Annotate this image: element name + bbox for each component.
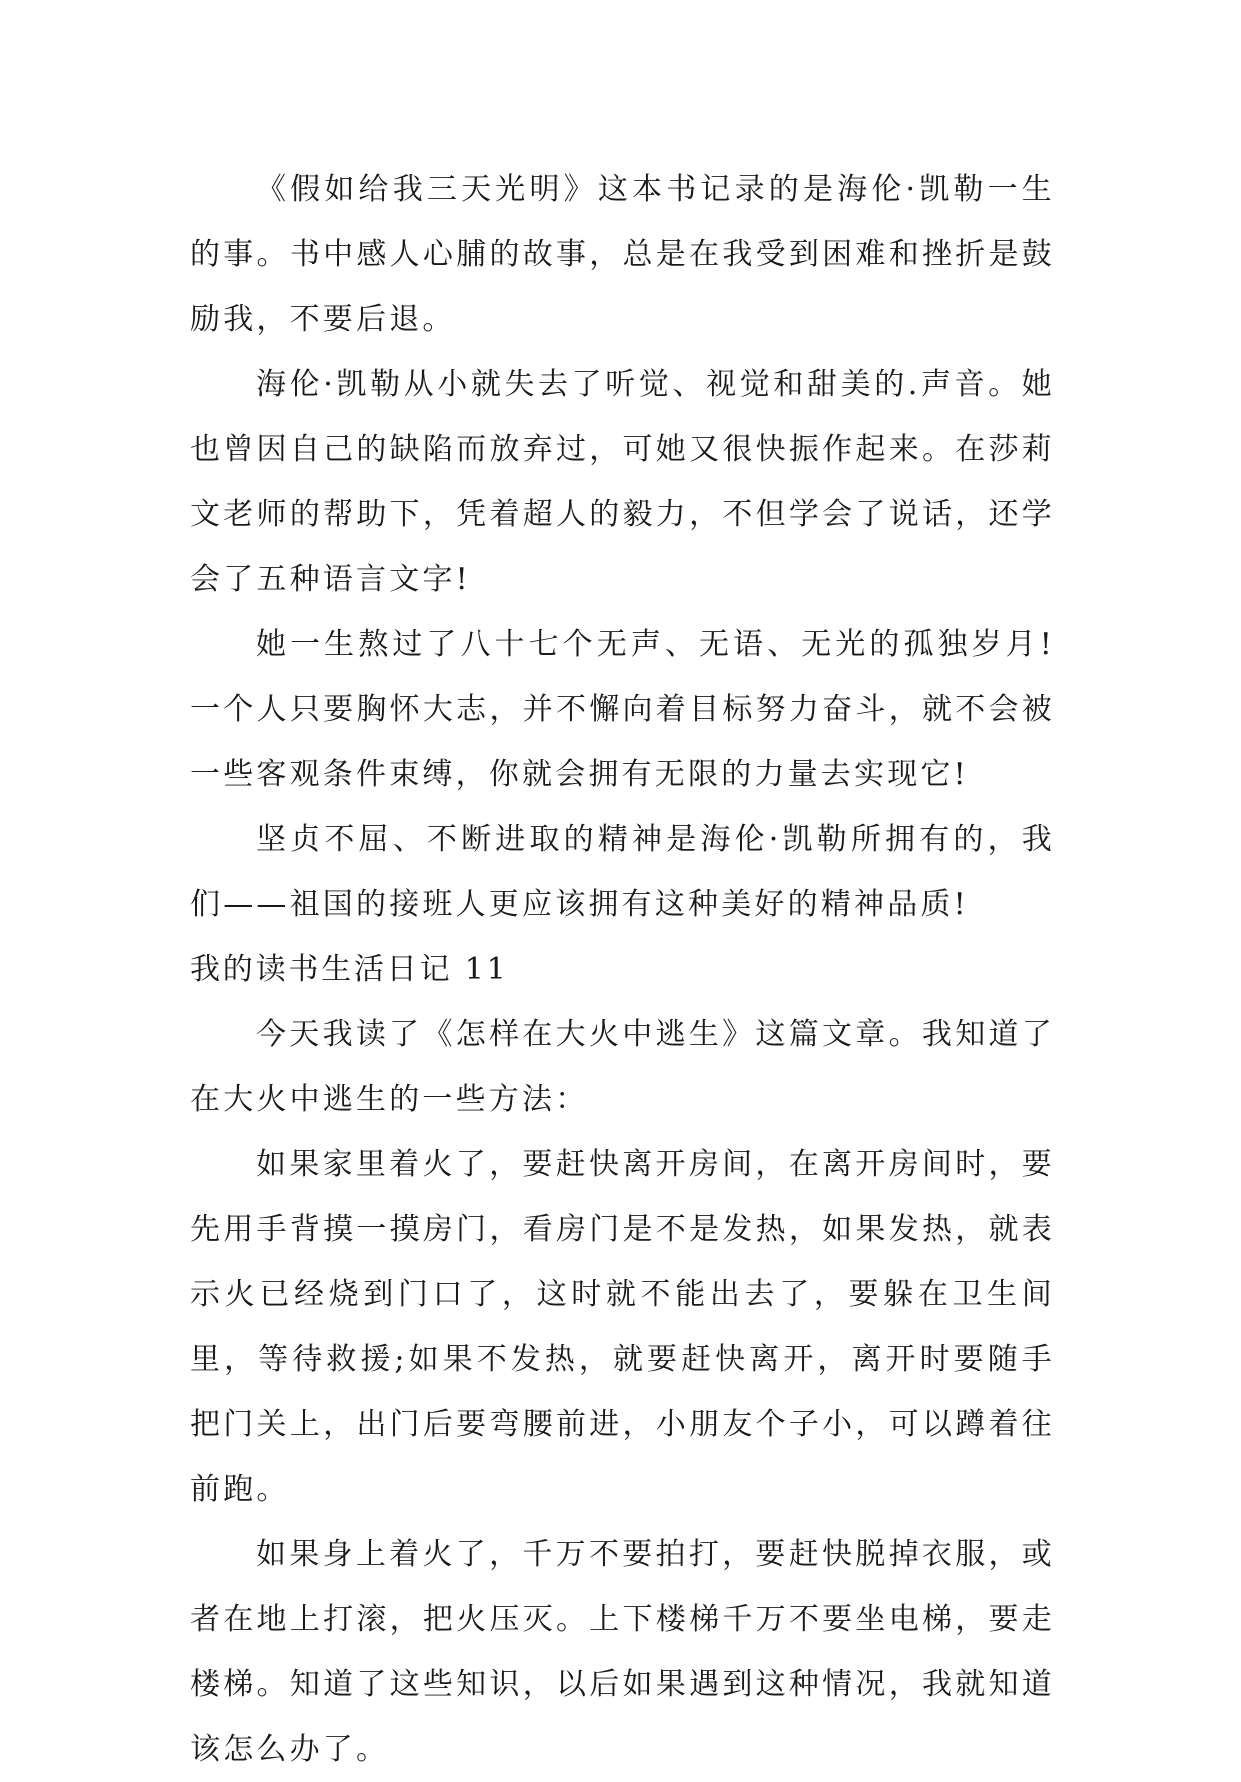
paragraph: 坚贞不屈、不断进取的精神是海伦·凯勒所拥有的，我们——祖国的接班人更应该拥有这种美好的精神品质!: [190, 822, 1055, 922]
paragraph: 今天我读了《怎样在大火中逃生》这篇文章。我知道了在大火中逃生的一些方法：: [190, 1017, 1055, 1117]
paragraph: 她一生熬过了八十七个无声、无语、无光的孤独岁月!一个人只要胸怀大志，并不懈向着目标努力奋斗，就不会被一些客观条件束缚，你就会拥有无限的力量去实现它!: [190, 627, 1055, 792]
paragraph: 《假如给我三天光明》这本书记录的是海伦·凯勒一生的事。书中感人心脯的故事，总是在我受到困难和挫折是鼓励我，不要后退。: [190, 172, 1055, 337]
paragraph: 如果身上着火了，千万不要拍打，要赶快脱掉衣服，或者在地上打滚，把火压灭。上下楼梯千万不要坐电梯，要走楼梯。知道了这些知识，以后如果遇到这种情况，我就知道该怎么办了。: [190, 1537, 1055, 1767]
paragraph: 如果家里着火了，要赶快离开房间，在离开房间时，要先用手背摸一摸房门，看房门是不是发热，如果发热，就表示火已经烧到门口了，这时就不能出去了，要躲在卫生间里，等待救援;如果不发热，就要赶快离开，离开时要随手把门关上，出门后要弯腰前进，小朋友个子小，可以蹲着往前跑。: [190, 1147, 1055, 1507]
document-body: [190, 157, 1055, 1782]
paragraph: 海伦·凯勒从小就失去了听觉、视觉和甜美的.声音。她也曾因自己的缺陷而放弃过，可她又很快振作起来。在莎莉文老师的帮助下，凭着超人的毅力，不但学会了说话，还学会了五种语言文字!: [190, 367, 1055, 597]
section-heading: 我的读书生活日记 11: [190, 952, 509, 987]
